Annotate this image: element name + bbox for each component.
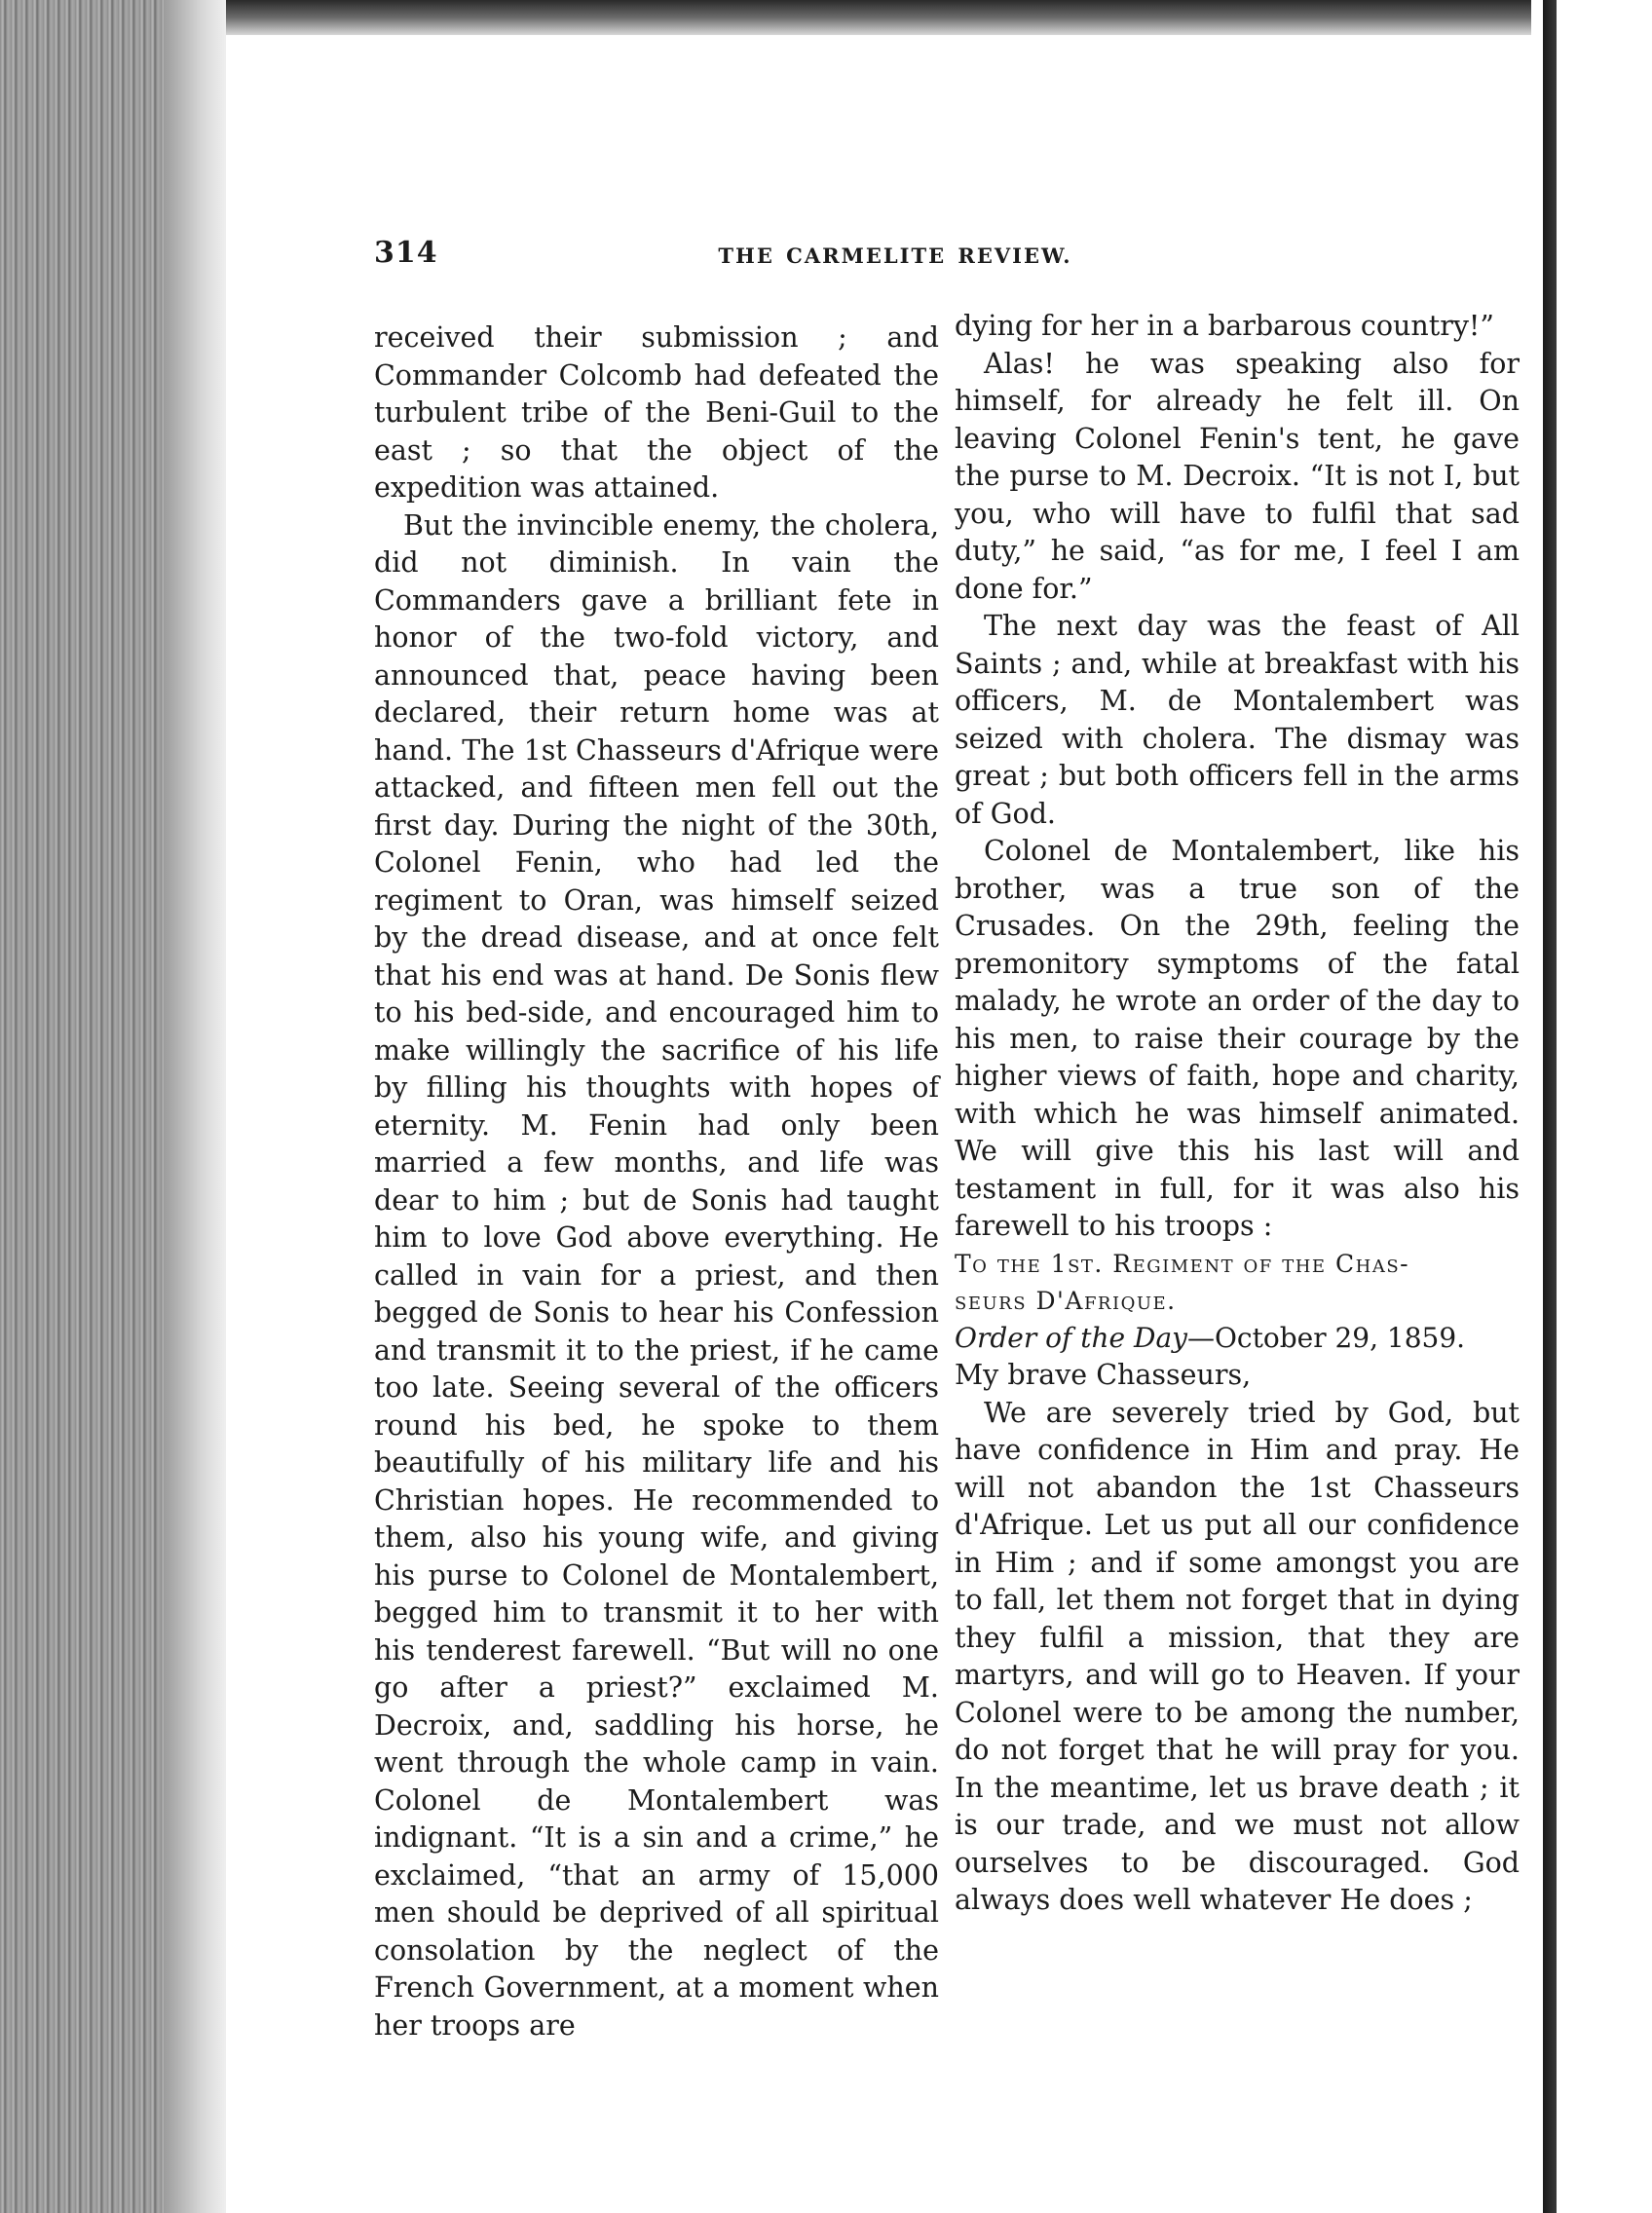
running-head: [374, 236, 1494, 294]
left-column: [374, 319, 939, 2044]
paragraph: The next day was the feast of All Saints ; and, while at breakfast with his officers, M. de Montalembert was seized with cholera. The dismay was great ; but both officers fell in the arms of God.: [955, 610, 1520, 830]
journal-title: THE CARMELITE REVIEW.: [718, 244, 1072, 268]
paragraph: Alas! he was speaking also for himself, for already he felt ill. On leaving Colonel Fenin's tent, he gave the purse to M. Decroix. “It is not I, but you, who will have to fulfil that sad duty,” he said, “as for me, I feel I am done for.”: [955, 347, 1520, 605]
dateline-title: Order of the Day: [955, 1321, 1187, 1354]
book-page: [226, 35, 1531, 2213]
page-number: 314: [374, 236, 438, 270]
dateline: [955, 1320, 1520, 1358]
facing-page-edge: [1543, 0, 1557, 2213]
paragraph: dying for her in a barbarous country!”: [955, 310, 1494, 342]
right-column: [955, 308, 1520, 1920]
paragraph: received their submission ; and Commander Colcomb had defeated the turbulent tribe of the Beni-Guil to the east ; so that the object of the expedition was attained.: [374, 321, 939, 504]
dateline-date: —October 29, 1859.: [1186, 1321, 1466, 1354]
paragraph: But the invincible enemy, the cholera, did not diminish. In vain the Commanders gave a brilliant fete in honor of the two-fold victory, and announced that, peace having been declared, their return home was at hand. The 1st Chasseurs d'Afrique were attacked, and fifteen men fell out the first day. During the night of the 30th, Colonel Fenin, who had led the regiment to Oran, was himself seized by the dread disease, and at once felt that his end was at hand. De Sonis flew to his bed-side, and encouraged him to make willingly the sacrifice of his life by filling his thoughts with hopes of eternity. M. Fenin had only been married a few months, and life was dear to him ; but de Sonis had taught him to love God above everything. He called in vain for a priest, and then begged de Sonis to hear his Confession and transmit it to the priest, if he came too late. Seeing several of the officers round his bed, he spoke to them beautifully of his military life and his Christian hopes. He recommended to them, also his young wife, and giving his purse to Colonel de Montalembert, begged him to transmit it to her with his tenderest farewell. “But will no one go after a priest?” exclaimed M. Decroix, and, saddling his horse, he went through the whole camp in vain. Colonel de Montalembert was indignant. “It is a sin and a crime,” he exclaimed, “that an army of 15,000 men should be deprived of all spiritual consolation by the neglect of the French Government, at a moment when her troops are: [374, 508, 939, 2042]
section-heading: [955, 1246, 1520, 1320]
scan-right-margin: [1531, 0, 1652, 2213]
salutation: My brave Chasseurs,: [955, 1359, 1252, 1391]
paragraph: We are severely tried by God, but have confidence in Him and pray. He will not abandon the 1st Chasseurs d'Afrique. Let us put all our confidence in Him ; and if some amongst you are to fall, let them not forget that in dying they fulfil a mission, that they are martyrs, and will go to Heaven. If your Colonel were to be among the number, do not forget that he will pray for you. In the meantime, let us brave death ; it is our trade, and we must not allow ourselves to be discouraged. God always does well whatever He does ;: [955, 1396, 1520, 1916]
paragraph: Colonel de Montalembert, like his brother, was a true son of the Crusades. On the 29th, feeling the premonitory symptoms of the fatal malady, he wrote an order of the day to his men, to raise their courage by the higher views of faith, hope and charity, with which he was himself animated. We will give this his last will and testament in full, for it was also his farewell to his troops :: [955, 835, 1520, 1242]
book-gutter: [164, 0, 226, 2213]
scan-top-edge: [0, 0, 1652, 35]
book-page-edges: [0, 0, 226, 2213]
section-heading-line: seurs D'Afrique.: [955, 1286, 1177, 1315]
section-heading-line: To the 1st. Regiment of the Chas-: [955, 1249, 1410, 1278]
